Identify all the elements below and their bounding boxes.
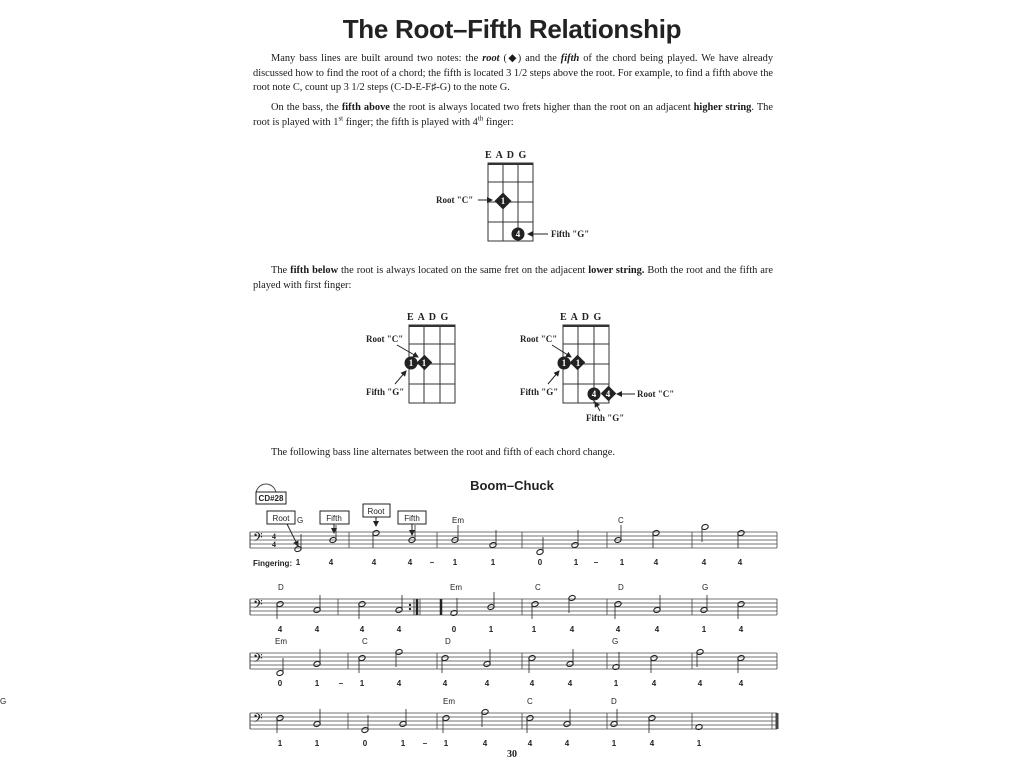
fingering-number: 4 — [529, 679, 535, 688]
fifth-g-label: Fifth "G" — [551, 229, 590, 239]
fingering-number: – — [593, 558, 599, 567]
lower-string-term: lower string. — [588, 265, 645, 276]
fifth-g-label: Fifth "G" — [520, 387, 559, 397]
fifth-above-term: fifth above — [341, 102, 390, 113]
fingering-number: 4 — [371, 558, 377, 567]
bass-line-intro: The following bass line alternates between the root and fifth of each chord change. — [271, 447, 615, 458]
fingering-number: 1 — [490, 558, 496, 567]
fingering-number: 4 — [569, 625, 575, 634]
chord-symbol: G — [0, 697, 7, 706]
fingering-number: 1 — [613, 679, 619, 688]
fingering-number: 1 — [295, 558, 301, 567]
fingering-number: 1 — [359, 679, 365, 688]
finger-1-label: 1 — [500, 196, 506, 206]
repeat-dot — [409, 608, 411, 610]
fingering-number: 4 — [396, 679, 402, 688]
fingering-number: 4 — [738, 679, 744, 688]
chord-symbol: Em — [450, 583, 462, 592]
fingering-number: 4 — [277, 625, 283, 634]
fingering-number: – — [429, 558, 435, 567]
intro-text-3: of the chord being played. We have already discussed how to find the root of a chord; the fifth is located 3 1/2 steps above the root. For example, to find a fifth above the root note C, count up 3 1/2 steps (C-D-E-F♯-G) to the note G. — [253, 53, 774, 93]
finger-4-label: 4 — [605, 389, 611, 399]
fingering-number: 4 — [484, 679, 490, 688]
time-signature-bottom: 4 — [272, 540, 276, 549]
fifth-g-label: Fifth "G" — [366, 387, 405, 397]
root-term: root — [482, 53, 500, 64]
fingering-number: 4 — [407, 558, 413, 567]
fingering-number: 1 — [696, 739, 702, 748]
fingering-number: 1 — [488, 625, 494, 634]
fingering-number: 4 — [527, 739, 533, 748]
chord-symbol: D — [445, 637, 451, 646]
fingering-number: 1 — [400, 739, 406, 748]
chord-symbol: Em — [443, 697, 455, 706]
fingering-number: 1 — [314, 739, 320, 748]
string-names: E A D G — [485, 150, 528, 161]
repeat-dot — [409, 604, 411, 606]
fingering-number: 0 — [277, 679, 283, 688]
fingering-number: 4 — [314, 625, 320, 634]
finger-4-label: 4 — [591, 389, 597, 399]
fingering-number: 0 — [362, 739, 368, 748]
fingering-number: 4 — [697, 679, 703, 688]
bass-clef: 𝄢 — [253, 711, 263, 729]
finger-4-label: 4 — [515, 229, 521, 239]
fingering-number: 4 — [615, 625, 621, 634]
callout-root-2: Root — [367, 507, 385, 516]
string-names: E A D G — [407, 312, 450, 323]
p2-text-2: the root is always located two frets higher than the root on an adjacent — [389, 102, 694, 113]
cd-track-label: CD#28 — [258, 494, 284, 503]
fingering-number: 4 — [649, 739, 655, 748]
chord-symbol: G — [297, 516, 304, 525]
finger-1-label: 1 — [561, 358, 567, 368]
callout-fifth-1: Fifth — [326, 514, 342, 523]
bass-clef: 𝄢 — [253, 597, 263, 615]
fingering-number: 4 — [328, 558, 334, 567]
chord-symbol: D — [278, 583, 284, 592]
chord-symbol: Em — [452, 516, 464, 525]
p3-text-2: the root is always located on the same fret on the adjacent — [338, 265, 589, 276]
staff-systems — [0, 516, 777, 748]
root-c-label-right: Root "C" — [637, 389, 675, 399]
fingering-number: 4 — [737, 558, 743, 567]
chord-symbol: G — [612, 637, 619, 646]
fingering-label: Fingering: — [253, 559, 293, 568]
fingering-number: 1 — [619, 558, 625, 567]
root-c-label: Root "C" — [366, 334, 404, 344]
p2-text-4: finger; the fifth is played with 4 — [343, 116, 478, 128]
p2-text-1: On the bass, the — [271, 102, 342, 113]
fingering-number: 4 — [653, 558, 659, 567]
fingering-number: 4 — [651, 679, 657, 688]
callout-root-1: Root — [272, 514, 290, 523]
bass-clef: 𝄢 — [253, 530, 263, 548]
p2-text-5: finger: — [483, 116, 514, 128]
fingering-number: 1 — [531, 625, 537, 634]
fingering-number: 1 — [443, 739, 449, 748]
fingering-number: 1 — [611, 739, 617, 748]
callout-fifth-2: Fifth — [404, 514, 420, 523]
fifth-below-term: fifth below — [290, 265, 339, 276]
p2-sup-2: th — [477, 114, 484, 123]
intro-text-1: Many bass lines are built around two notes: the — [271, 53, 483, 64]
fingering-number: 1 — [314, 679, 320, 688]
p3-text-3: Both the root and the fifth are played with first finger: — [253, 265, 773, 291]
root-c-label: Root "C" — [436, 195, 474, 205]
chord-symbol: G — [702, 583, 709, 592]
p3-text-1: The — [271, 265, 291, 276]
chord-symbol: D — [618, 583, 624, 592]
chord-symbol: Em — [275, 637, 287, 646]
finger-1-label: 1 — [575, 358, 581, 368]
chord-symbol: C — [618, 516, 624, 525]
song-title: Boom–Chuck — [470, 478, 554, 493]
fingering-number: 1 — [573, 558, 579, 567]
page-number: 30 — [507, 749, 517, 760]
fingering-number: 0 — [451, 625, 457, 634]
time-signature-top: 4 — [272, 532, 276, 541]
p2-sup-1: st — [338, 114, 344, 123]
chord-symbol: D — [611, 697, 617, 706]
fingering-number: 4 — [564, 739, 570, 748]
fingering-number: – — [338, 679, 344, 688]
bass-clef: 𝄢 — [253, 651, 263, 669]
fingering-number: 1 — [701, 625, 707, 634]
cd-track-badge — [256, 484, 286, 504]
fingering-number: 1 — [452, 558, 458, 567]
fingering-number: – — [422, 739, 428, 748]
chord-symbol: C — [527, 697, 533, 706]
fingering-number: 4 — [482, 739, 488, 748]
chord-symbol: C — [362, 637, 368, 646]
fingering-number: 4 — [654, 625, 660, 634]
fingering-number: 4 — [442, 679, 448, 688]
fingering-number: 4 — [396, 625, 402, 634]
higher-string-term: higher string — [693, 102, 752, 113]
p2-text-3: . The root is played with 1 — [253, 102, 773, 128]
page-title: The Root–Fifth Relationship — [342, 14, 682, 44]
finger-1-label: 1 — [408, 358, 414, 368]
fingering-number: 0 — [537, 558, 543, 567]
fingering-number: 4 — [738, 625, 744, 634]
string-names: E A D G — [560, 312, 603, 323]
fingering-number: 4 — [701, 558, 707, 567]
root-c-label: Root "C" — [520, 334, 558, 344]
fingering-number: 1 — [277, 739, 283, 748]
finger-1-label: 1 — [421, 358, 427, 368]
fingering-number: 4 — [359, 625, 365, 634]
fingering-number: 4 — [567, 679, 573, 688]
fifth-g-label-bottom: Fifth "G" — [586, 413, 625, 423]
intro-text-2: (◆) and the — [499, 53, 561, 64]
fifth-term: fifth — [560, 53, 580, 64]
chord-symbol: C — [535, 583, 541, 592]
